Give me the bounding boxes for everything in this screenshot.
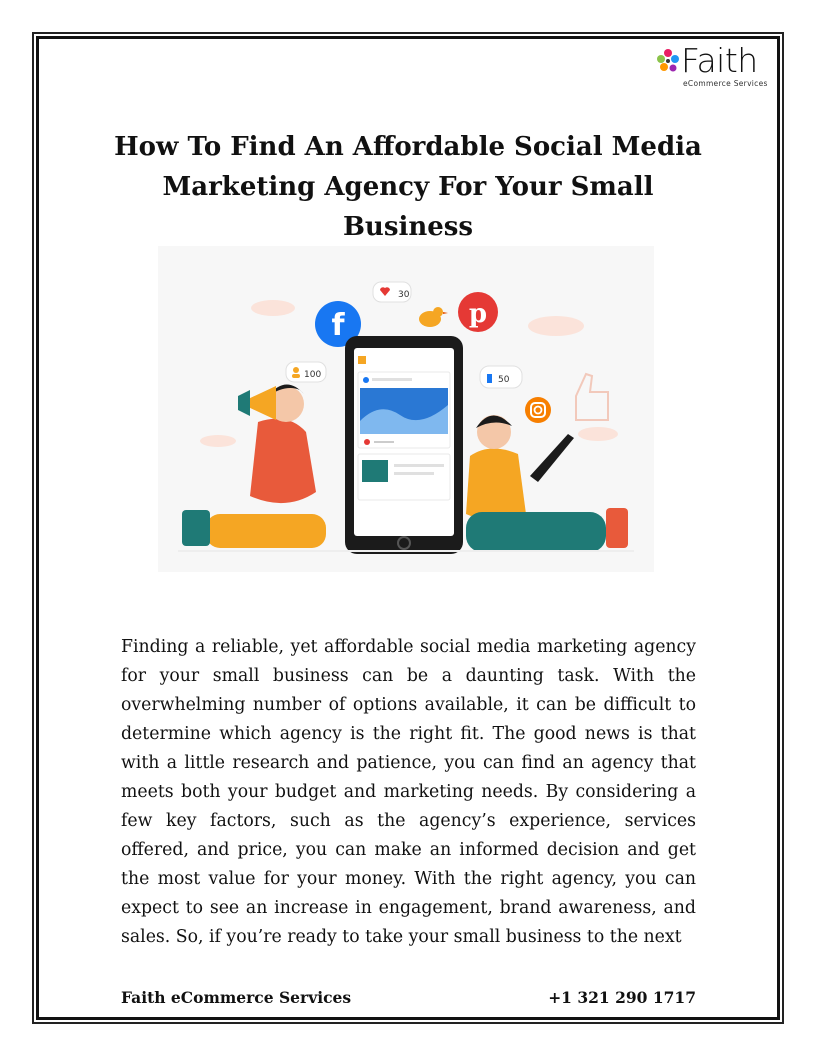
footer-phone-number: +1 321 290 1717 [548, 988, 696, 1007]
instagram-icon [525, 397, 551, 423]
thumbs-bubble [480, 366, 522, 388]
followers-count: 100 [304, 370, 322, 380]
article-body: Finding a reliable, yet affordable social media marketing agency for your small business can be a daunting task. With the overwhelming number of options available, it can be difficult to determine which agency is the right fit. The good news is that with a little research and patience, you can find an agency that meets both your budget and marketing needs. By considering a few key factors, such as the agency’s experience, services offered, and price, you can make an informed decision and get the most value for your money. With the right agency, you can expect to see an increase in engagement, brand awareness, and sales. So, if you’re ready to take your small business to the next [121, 637, 696, 947]
likes-bubble [373, 282, 411, 302]
logo-tagline: eCommerce Services [683, 79, 768, 88]
smartphone-graphic [345, 336, 463, 554]
social-media-illustration [158, 246, 654, 572]
logo-wordmark: Faith [681, 41, 758, 80]
followers-bubble [286, 362, 326, 382]
svg-text:p: p [468, 299, 488, 329]
thumbs-count: 50 [498, 375, 510, 385]
company-logo [655, 41, 773, 93]
logo-petals-icon [655, 47, 681, 77]
pinterest-icon [458, 292, 498, 332]
svg-text:f: f [331, 308, 345, 343]
likes-count: 30 [398, 290, 410, 300]
footer-company-name: Faith eCommerce Services [121, 988, 352, 1007]
article-title: How To Find An Affordable Social Media Marketing Agency For Your Small Business [114, 132, 702, 242]
